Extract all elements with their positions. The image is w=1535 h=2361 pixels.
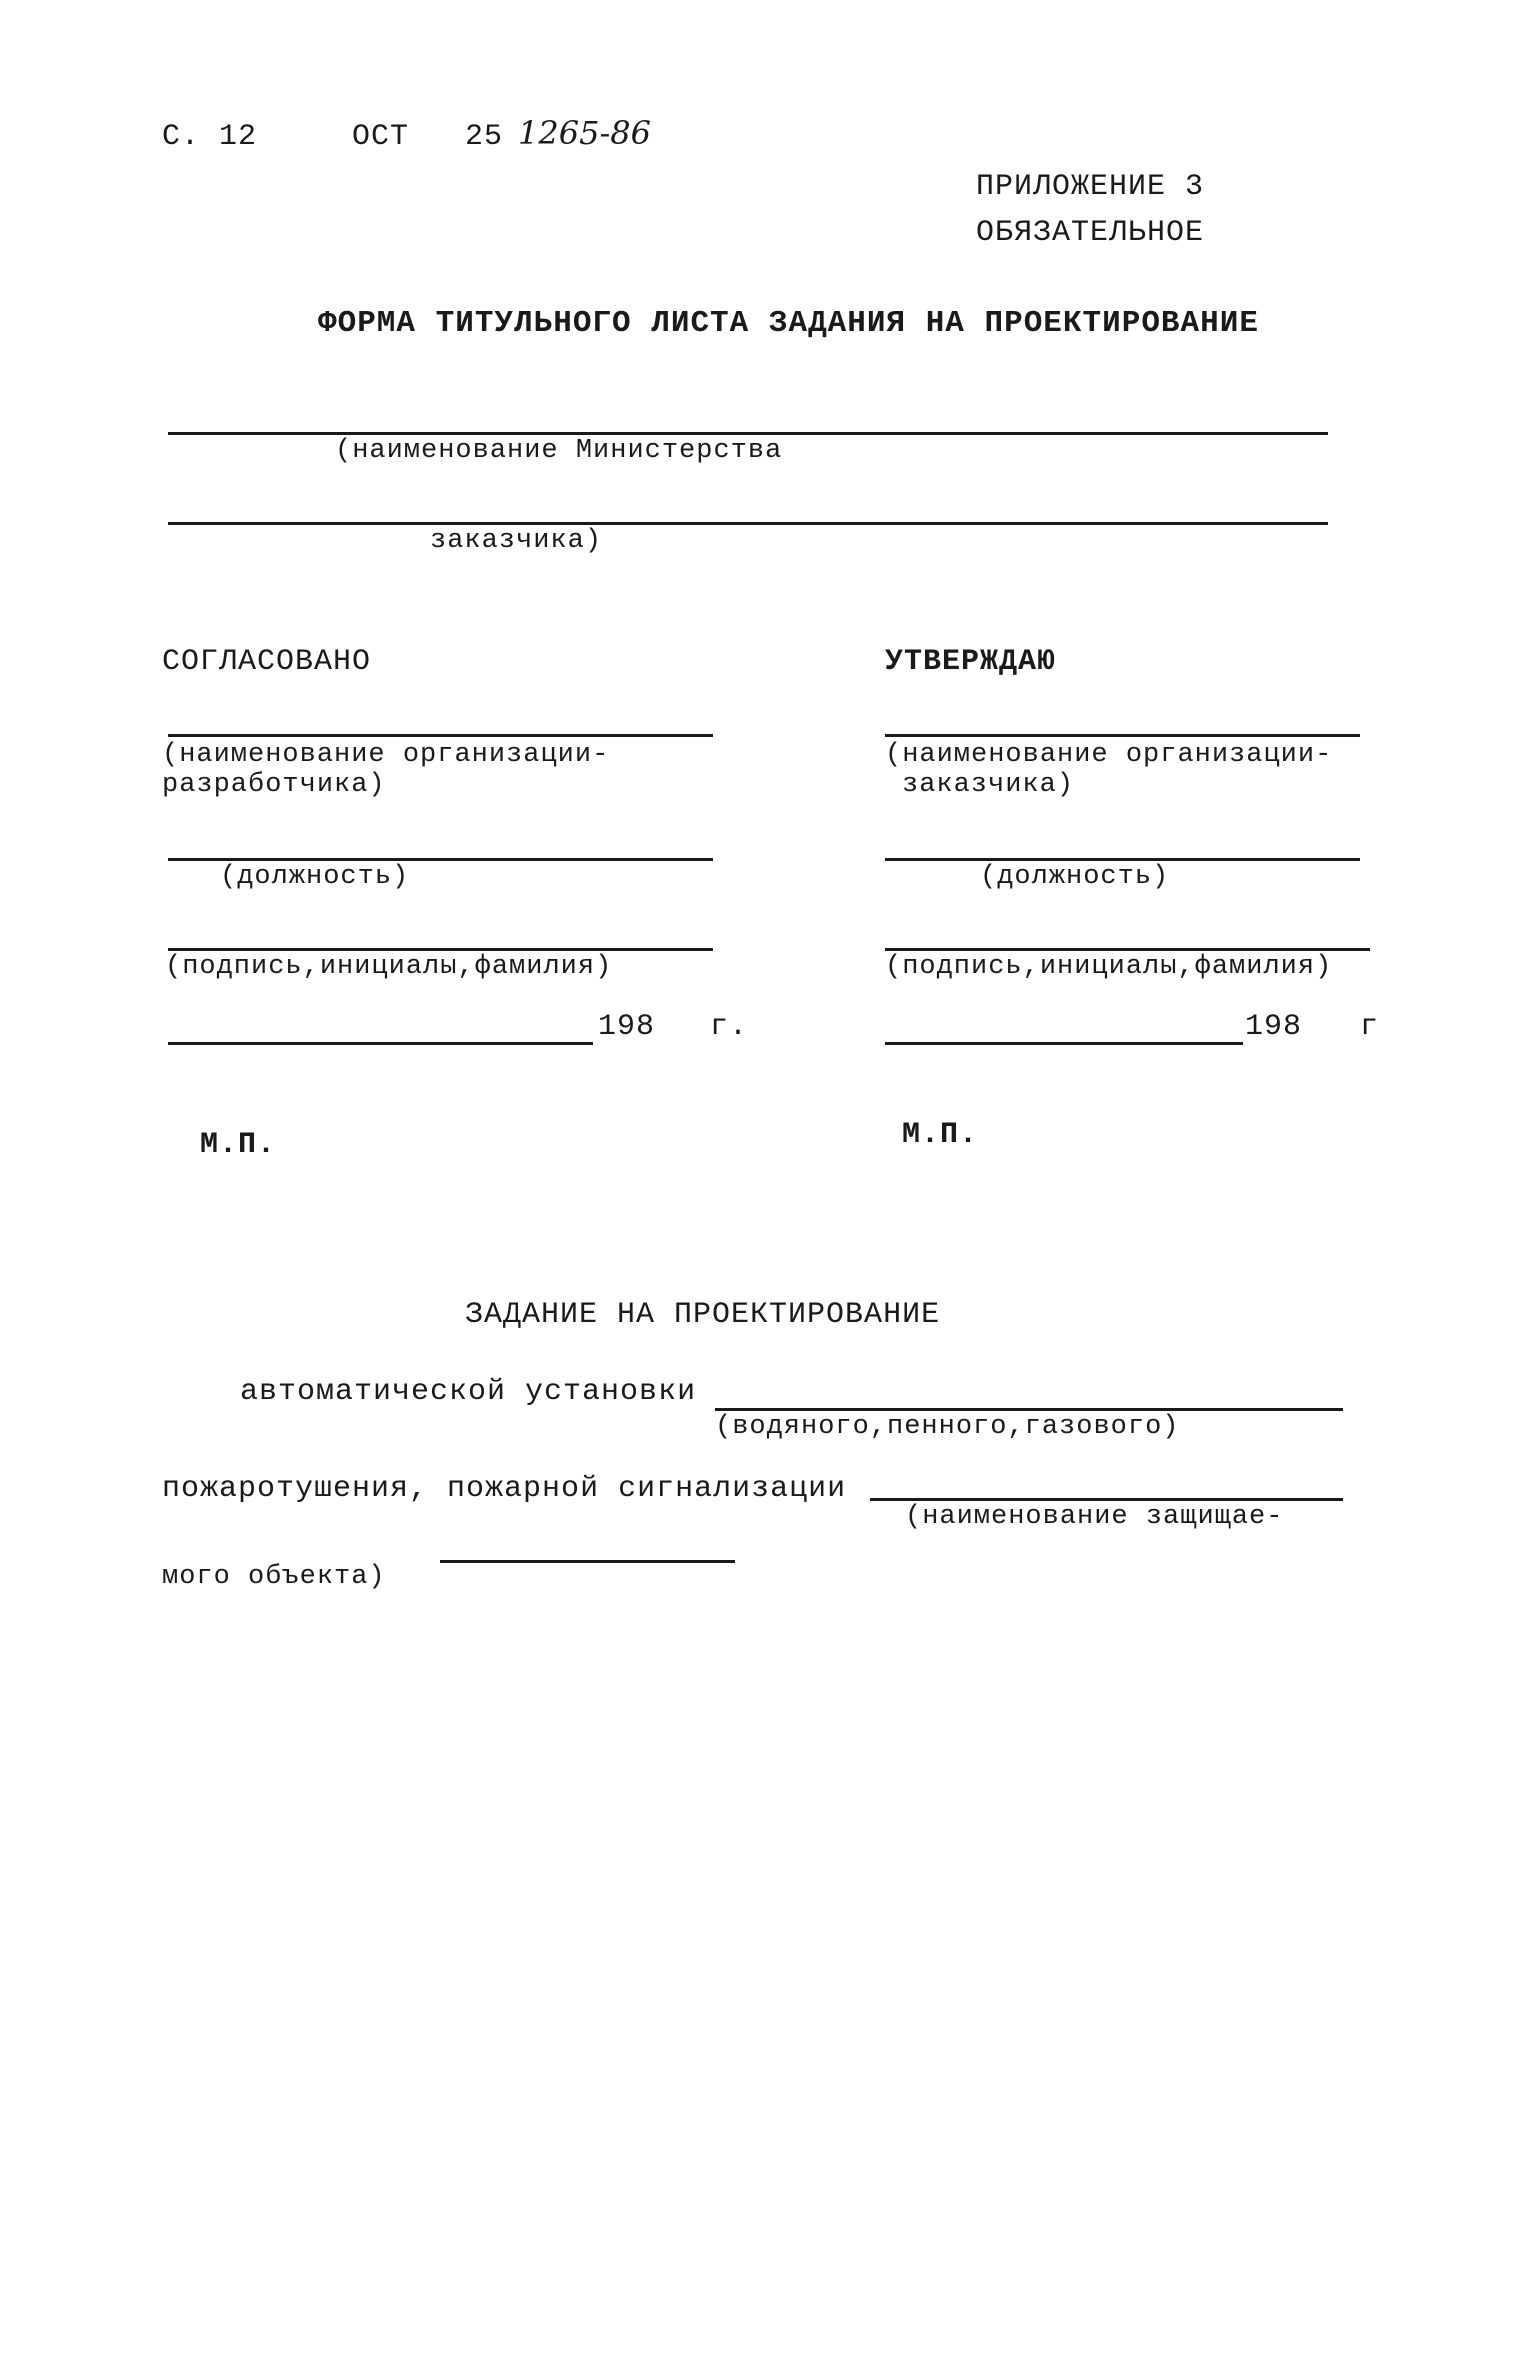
right-date-line [885, 1042, 1243, 1045]
right-position-line [885, 858, 1360, 861]
right-year: 198 [1245, 1010, 1303, 1044]
form-title: ФОРМА ТИТУЛЬНОГО ЛИСТА ЗАДАНИЯ НА ПРОЕКТИРОВАНИЕ [318, 306, 1259, 341]
ministry-line-2 [168, 522, 1328, 525]
left-signature-line [168, 948, 713, 951]
assignment-caption-2: (наименование защищае- [905, 1502, 1284, 1532]
right-signature-caption: (подпись,инициалы,фамилия) [885, 952, 1333, 982]
standard-number: 25 [465, 120, 504, 154]
assignment-fill-line-1 [715, 1408, 1343, 1411]
assignment-caption-3: мого объекта) [162, 1562, 386, 1592]
approve-heading: УТВЕРЖДАЮ [885, 645, 1057, 679]
right-position-caption: (должность) [980, 862, 1170, 892]
assignment-line-2: пожаротушения, пожарной сигнализации [162, 1472, 847, 1506]
left-signature-caption: (подпись,инициалы,фамилия) [165, 952, 613, 982]
ministry-caption: (наименование Министерства [335, 436, 783, 466]
left-position-caption: (должность) [220, 862, 410, 892]
right-year-suffix: г [1360, 1010, 1380, 1044]
left-stamp: М.П. [200, 1128, 277, 1162]
right-signature-line [885, 948, 1370, 951]
left-org-caption-2: разработчика) [162, 770, 386, 800]
left-org-line [168, 734, 713, 737]
left-year-suffix: г. [710, 1010, 749, 1044]
left-org-caption: (наименование организации- [162, 740, 610, 770]
assignment-title: ЗАДАНИЕ НА ПРОЕКТИРОВАНИЕ [465, 1298, 941, 1332]
assignment-caption-1: (водяного,пенного,газового) [715, 1412, 1180, 1442]
standard-number-handwritten: 1265-86 [518, 114, 651, 152]
appendix-status: ОБЯЗАТЕЛЬНОЕ [976, 216, 1205, 250]
right-org-caption-2: заказчика) [902, 770, 1075, 800]
assignment-line-1: автоматической установки [240, 1375, 697, 1409]
ministry-line-1 [168, 432, 1328, 435]
standard-label: ОСТ [352, 120, 410, 154]
right-stamp: М.П. [902, 1118, 979, 1152]
right-org-line [885, 734, 1360, 737]
left-position-line [168, 858, 713, 861]
appendix-number: ПРИЛОЖЕНИЕ 3 [976, 170, 1205, 204]
page-number: С. 12 [162, 120, 258, 154]
left-year: 198 [598, 1010, 656, 1044]
assignment-fill-line-2 [870, 1498, 1343, 1501]
ministry-caption-2: заказчика) [430, 526, 603, 556]
right-org-caption: (наименование организации- [885, 740, 1333, 770]
left-date-line [168, 1042, 593, 1045]
assignment-fill-line-3 [440, 1560, 735, 1563]
approved-heading: СОГЛАСОВАНО [162, 645, 372, 679]
